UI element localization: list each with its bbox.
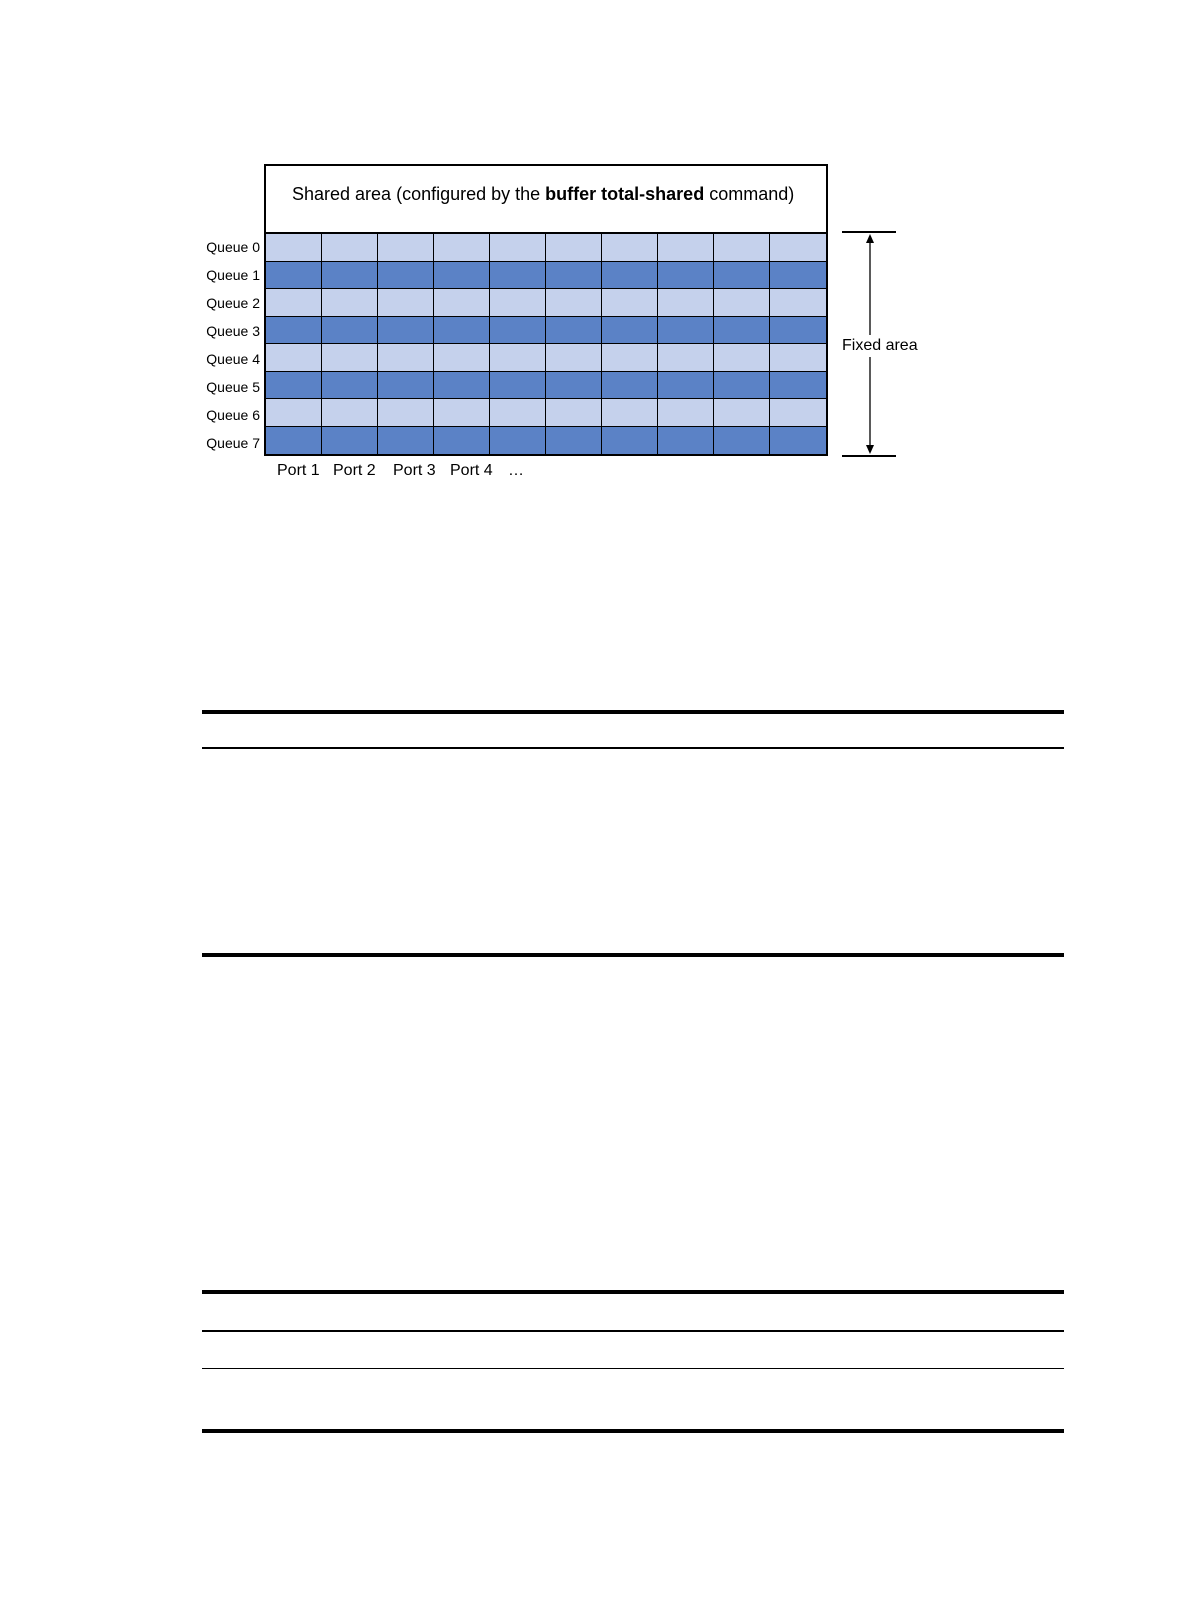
buffer-cell-q0-p3 — [378, 234, 434, 262]
table-2-header-rule — [202, 1330, 1064, 1332]
buffer-cell-q3-p9 — [714, 317, 770, 345]
buffer-cell-q4-p3 — [378, 344, 434, 372]
buffer-cell-q1-p6 — [546, 262, 602, 290]
buffer-cell-q3-p8 — [658, 317, 714, 345]
buffer-cell-q0-p2 — [322, 234, 378, 262]
shared-area-label-prefix: Shared area (configured by the — [292, 184, 546, 204]
buffer-cell-q7-p7 — [602, 427, 658, 455]
buffer-cell-q5-p4 — [434, 372, 490, 400]
buffer-cell-q3-p10 — [770, 317, 826, 345]
buffer-cell-q6-p10 — [770, 399, 826, 427]
buffer-cell-q6-p8 — [658, 399, 714, 427]
buffer-cell-q3-p7 — [602, 317, 658, 345]
buffer-cell-q7-p10 — [770, 427, 826, 455]
buffer-cell-q4-p7 — [602, 344, 658, 372]
table-2-bottom-rule — [202, 1429, 1064, 1433]
shared-area-label-suffix: command) — [704, 184, 795, 204]
buffer-cell-q1-p9 — [714, 262, 770, 290]
queue-label-0: Queue 0 — [206, 239, 260, 255]
buffer-cell-q6-p5 — [490, 399, 546, 427]
buffer-cell-q7-p2 — [322, 427, 378, 455]
buffer-cell-q6-p7 — [602, 399, 658, 427]
buffer-cell-q6-p2 — [322, 399, 378, 427]
shared-area-label — [292, 184, 794, 205]
buffer-cell-q6-p6 — [546, 399, 602, 427]
shared-area-command: buffer total-shared — [545, 184, 705, 204]
buffer-cell-q5-p1 — [266, 372, 322, 400]
buffer-cell-q2-p8 — [658, 289, 714, 317]
buffer-cell-q2-p2 — [322, 289, 378, 317]
buffer-cell-q0-p9 — [714, 234, 770, 262]
queue-label-4: Queue 4 — [206, 351, 260, 367]
buffer-cell-q1-p5 — [490, 262, 546, 290]
buffer-cell-q1-p4 — [434, 262, 490, 290]
buffer-cell-q3-p5 — [490, 317, 546, 345]
fixed-area-label: Fixed area — [842, 335, 918, 357]
buffer-cell-q2-p7 — [602, 289, 658, 317]
buffer-cell-q0-p8 — [658, 234, 714, 262]
shared-area-box — [264, 164, 828, 232]
table-2-row-rule — [202, 1368, 1064, 1369]
buffer-cell-q5-p8 — [658, 372, 714, 400]
buffer-cell-q4-p6 — [546, 344, 602, 372]
buffer-cell-q7-p8 — [658, 427, 714, 455]
buffer-cell-q1-p1 — [266, 262, 322, 290]
buffer-cell-q2-p1 — [266, 289, 322, 317]
buffer-cell-q0-p6 — [546, 234, 602, 262]
buffer-cell-q2-p3 — [378, 289, 434, 317]
buffer-cell-q5-p3 — [378, 372, 434, 400]
table-1-bottom-rule — [202, 953, 1064, 957]
queue-label-2: Queue 2 — [206, 295, 260, 311]
buffer-cell-q1-p2 — [322, 262, 378, 290]
buffer-cell-q2-p9 — [714, 289, 770, 317]
buffer-cell-q1-p8 — [658, 262, 714, 290]
buffer-cell-q7-p4 — [434, 427, 490, 455]
port-label-2: Port 2 — [333, 462, 376, 479]
buffer-cell-q3-p2 — [322, 317, 378, 345]
buffer-cell-q0-p1 — [266, 234, 322, 262]
buffer-cell-q5-p5 — [490, 372, 546, 400]
port-label-1: Port 1 — [277, 462, 320, 479]
buffer-cell-q4-p5 — [490, 344, 546, 372]
buffer-cell-q7-p6 — [546, 427, 602, 455]
buffer-cell-q1-p7 — [602, 262, 658, 290]
buffer-cell-q3-p6 — [546, 317, 602, 345]
buffer-cell-q7-p5 — [490, 427, 546, 455]
queue-label-1: Queue 1 — [206, 267, 260, 283]
buffer-cell-q2-p6 — [546, 289, 602, 317]
queue-label-3: Queue 3 — [206, 323, 260, 339]
buffer-cell-q7-p1 — [266, 427, 322, 455]
buffer-cell-q7-p3 — [378, 427, 434, 455]
buffer-cell-q5-p2 — [322, 372, 378, 400]
buffer-cell-q5-p10 — [770, 372, 826, 400]
buffer-cell-q0-p5 — [490, 234, 546, 262]
buffer-cell-q3-p4 — [434, 317, 490, 345]
port-label-4: Port 4 — [450, 462, 493, 479]
buffer-cell-q6-p4 — [434, 399, 490, 427]
buffer-cell-q6-p1 — [266, 399, 322, 427]
buffer-cell-q4-p9 — [714, 344, 770, 372]
buffer-cell-q7-p9 — [714, 427, 770, 455]
buffer-cell-q3-p1 — [266, 317, 322, 345]
buffer-cell-q0-p4 — [434, 234, 490, 262]
buffer-cell-q2-p10 — [770, 289, 826, 317]
buffer-cell-q6-p3 — [378, 399, 434, 427]
port-label-ellipsis: … — [508, 462, 524, 479]
buffer-cell-q1-p3 — [378, 262, 434, 290]
queue-label-6: Queue 6 — [206, 407, 260, 423]
buffer-cell-q1-p10 — [770, 262, 826, 290]
table-2-top-rule — [202, 1290, 1064, 1294]
queue-label-5: Queue 5 — [206, 379, 260, 395]
buffer-cell-q4-p2 — [322, 344, 378, 372]
buffer-cell-q5-p7 — [602, 372, 658, 400]
port-label-3: Port 3 — [393, 462, 436, 479]
buffer-cell-q0-p10 — [770, 234, 826, 262]
buffer-cell-q0-p7 — [602, 234, 658, 262]
buffer-cell-q5-p6 — [546, 372, 602, 400]
buffer-cell-q2-p4 — [434, 289, 490, 317]
buffer-cell-q3-p3 — [378, 317, 434, 345]
buffer-cell-q4-p10 — [770, 344, 826, 372]
buffer-cell-q2-p5 — [490, 289, 546, 317]
fixed-area-grid — [264, 232, 828, 456]
buffer-cell-q4-p8 — [658, 344, 714, 372]
queue-label-7: Queue 7 — [206, 435, 260, 451]
table-1-top-rule — [202, 710, 1064, 714]
buffer-cell-q6-p9 — [714, 399, 770, 427]
buffer-cell-q5-p9 — [714, 372, 770, 400]
buffer-cell-q4-p4 — [434, 344, 490, 372]
table-1-header-rule — [202, 747, 1064, 749]
buffer-cell-q4-p1 — [266, 344, 322, 372]
